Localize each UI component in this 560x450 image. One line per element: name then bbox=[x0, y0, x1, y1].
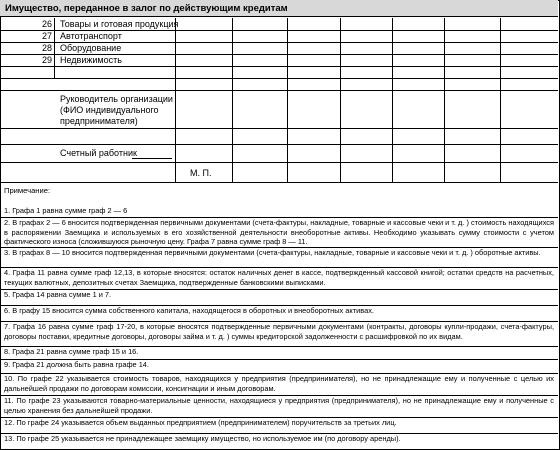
note-item: 12. По графе 24 указывается объем выданных предприятием (предпринимателем) поручительств за третьих лиц. bbox=[0, 417, 558, 428]
note-item: 11. По графе 23 указываются товарно-материальные ценности, находящиеся у предприятия (предпринимателя), но не принадлежащие ему и полученные с целью хранения без дальнейшей продажи. bbox=[0, 395, 558, 415]
note-item: 3. В графах 8 — 10 вносится подтвержденная первичными документами (счета-фактуры, накладные, товарные и кассовые чеки и т. д. ) оборотные активы. bbox=[0, 247, 558, 258]
head-of-organization-label: Руководитель организации bbox=[60, 94, 173, 104]
row-label: Товары и готовая продукция bbox=[60, 19, 179, 29]
row-label: Автотранспорт bbox=[60, 31, 122, 41]
accountant-label: Счетный работник bbox=[60, 148, 137, 158]
note-item: 13. По графе 25 указывается не принадлежащее заемщику имущество, но используемое им (по договору аренды). bbox=[0, 433, 558, 444]
stamp-label: М. П. bbox=[190, 168, 212, 178]
row-number: 29 bbox=[41, 55, 52, 65]
row-number: 26 bbox=[41, 19, 52, 29]
note-item: 6. В графу 15 вносится сумма собственного капитала, находящегося в оборотных и внеоборотных активах. bbox=[0, 305, 558, 316]
note-item: 10. По графе 22 указывается стоимость товаров, находящихся у предприятия (предпринимателя), но не принадлежащие ему и полученные с целью их дальнейшей продажи по договорам комиссии, консигнации и иным договорам. bbox=[0, 373, 558, 393]
row-number: 27 bbox=[41, 31, 52, 41]
entrepreneur-label: предпринимателя) bbox=[60, 116, 138, 126]
collateral-grid bbox=[0, 18, 558, 183]
notes-title: Примечание: bbox=[4, 186, 51, 195]
row-number: 28 bbox=[41, 43, 52, 53]
signature-line bbox=[132, 158, 172, 159]
note-item: 9. Графа 21 должна быть равна графе 14. bbox=[0, 359, 558, 370]
note-item: 1. Графа 1 равна сумме граф 2 — 6 bbox=[4, 206, 128, 215]
section-header: Имущество, переданное в залог по действующим кредитам bbox=[0, 0, 558, 17]
row-label: Недвижимость bbox=[60, 55, 122, 65]
row-label: Оборудование bbox=[60, 43, 122, 53]
fio-label: (ФИО индивидуального bbox=[60, 105, 159, 115]
note-item: 2. В графах 2 — 6 вносится подтвержденная первичными документами (счета-фактуры, накладные, товарные и кассовые чеки и т. д. ) стоимость находящихся в распоряжении Заемщика и используемых в его хозяйственной деятельности внеоборотные активы. Необходимо указывать сумму стоимости с учетом фактического износа (сложившуюся рыночную цену. Графа 7 равна сумме граф 8 — 11. bbox=[0, 217, 558, 247]
note-item: 5. Графа 14 равна сумме 1 и 7. bbox=[0, 289, 558, 300]
note-item: 4. Графа 11 равна сумме граф 12,13, в которые вносятся: остаток наличных денег в кассе, подтвержденный кассовой книгой; остатки средств на расчетных, текущих валютных, депозитных счетах Заемщика, подтвержденные банковскими выписками. bbox=[0, 267, 558, 287]
note-item: 7. Графа 16 равна сумме граф 17-20, в которые вносятся подтвержденные первичными документами (контракты, договоры купли-продажи, счета-фактуры, договоры поставки, кредитные договоры, договоры займа и т. д. ) суммы кредиторской задолженности с расшифровкой по их видам. bbox=[0, 321, 558, 341]
note-item: 8. Графа 21 равна сумме граф 15 и 16. bbox=[0, 346, 558, 357]
